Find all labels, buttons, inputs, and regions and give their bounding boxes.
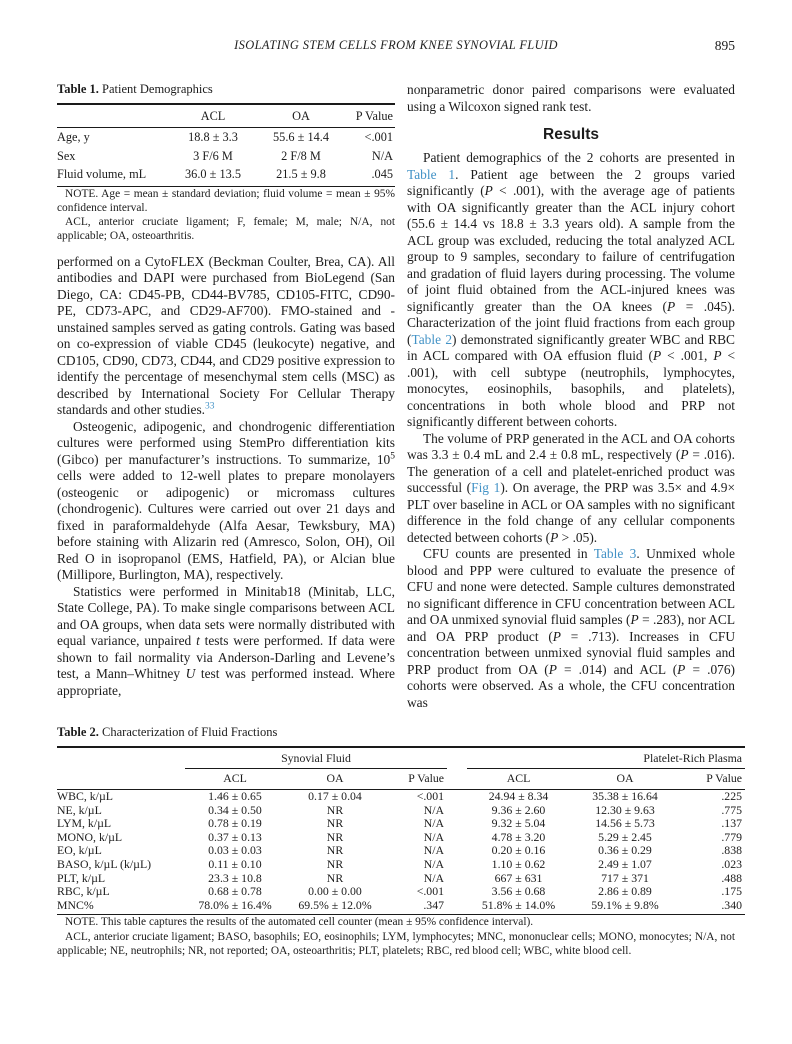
page-number: 895: [714, 38, 735, 53]
paragraph-methods-flow-cytometry: [57, 254, 395, 419]
table-2-stub-2: [57, 769, 185, 790]
table-cell: NR: [326, 802, 344, 817]
table-cell: LYM, k/µL: [57, 816, 112, 831]
table-cell: .137: [721, 816, 743, 831]
results-section-heading: Results: [543, 126, 599, 143]
table-cell: 21.5 ± 9.8: [257, 165, 345, 186]
table-cell: N/A: [423, 856, 445, 871]
table-cell: 78.0% ± 16.4%: [185, 899, 285, 915]
text-segment: ) demonstrated significantly greater WBC and RBC in ACL compared with OA effusion fluid (: [407, 331, 735, 363]
table-2-spacer: [447, 747, 467, 769]
table-spacer-cell: [447, 858, 467, 872]
table-row: [57, 885, 745, 899]
cross-reference-link[interactable]: Fig 1: [471, 480, 501, 495]
table-row: [57, 790, 745, 804]
table-cell: EO, k/µL: [57, 843, 102, 858]
table-cell: 0.34 ± 0.50: [208, 802, 262, 817]
table-cell: Fluid volume, mL: [57, 165, 169, 186]
table-cell: 0.78 ± 0.19: [208, 816, 262, 831]
table-cell: 35.38 ± 16.64: [592, 789, 658, 803]
paragraph-methods-differentiation: [57, 419, 395, 584]
table-cell: <.001: [364, 130, 393, 144]
text-segment: < .001), with the average age of patients with OA significantly greater than the ACL injury cohort (55.6 ± 14.4 vs 18.8 ± 3.3 years old). A sample from the ACL group was excluded, reducing the total analyzed ACL group to 9 samples, secondary to failure of centrifugation and gradation of fluid layers during processing. The volume of joint fluid obtained from the ACL-injured knees was significantly greater than the OA knees (: [407, 183, 735, 314]
paragraph-results-cfu-counts: [407, 546, 735, 711]
table-row: [57, 899, 745, 915]
table-2-title: Characterization of Fluid Fractions: [102, 725, 278, 739]
text-segment: Statistics were performed in Minitab18 (Minitab, LLC, State College, PA). To make single comparisons between ACL and OA groups, when data sets were normally distributed with equal variance, unpaired: [57, 583, 395, 649]
text-segment: P: [680, 447, 689, 462]
text-segment: U: [185, 666, 196, 682]
table-2-sf-acl: ACL: [185, 769, 285, 790]
paragraph-statistics-continued: nonparametric donor paired comparisons were evaluated using a Wilcoxon signed rank test.: [407, 82, 735, 114]
table-spacer-cell: [447, 844, 467, 858]
table-1-title: Patient Demographics: [102, 82, 213, 96]
cross-reference-link[interactable]: 33: [205, 401, 215, 412]
text-segment: Osteogenic, adipogenic, and chondrogenic differentiation cultures were performed using StemPro differentiation kits (Gibco) per manufacturer’s instructions. To summarize, 10: [57, 418, 395, 467]
table-cell: 55.6 ± 14.4: [273, 130, 329, 144]
table-row: [57, 804, 745, 818]
table-cell: 0.20 ± 0.16: [491, 843, 546, 858]
table-cell: 0.00 ± 0.00: [308, 884, 362, 899]
text-segment: Patient demographics of the 2 cohorts are presented in: [423, 150, 735, 165]
table-2-block: [57, 725, 743, 958]
table-cell: NE, k/µL: [57, 802, 102, 817]
table-row: [57, 858, 745, 872]
text-segment: = .045). Characterization of the joint fluid fractions from each group (: [407, 298, 735, 347]
table-2-prp-pvalue: P Value: [680, 769, 745, 790]
table-row: [57, 147, 395, 166]
table-row: [57, 831, 745, 845]
table-cell: .045: [345, 165, 395, 186]
table-1-header-row: [57, 104, 395, 128]
table-2-sf-pvalue: P Value: [385, 769, 447, 790]
table-cell: MNC%: [57, 899, 185, 915]
table-cell: .340: [680, 899, 745, 915]
table-cell: 24.94 ± 8.34: [488, 789, 549, 803]
table-spacer-cell: [447, 790, 467, 804]
text-segment: P: [552, 628, 561, 644]
text-segment: P: [630, 612, 639, 627]
table-cell: .779: [721, 829, 743, 844]
table-cell: 3 F/6 M: [193, 148, 233, 163]
text-segment: P: [713, 348, 722, 363]
text-segment: . Unmixed whole blood and PPP were cultured to evaluate the presence of CFU and none were detected. Sample cultures demonstrated no significant difference in CFU concentration between ACL and OA unmixed synovial fluid samples (: [407, 546, 736, 627]
table-cell: 69.5% ± 12.0%: [285, 899, 385, 915]
text-segment: = .283), nor ACL and OA PRP product (: [407, 612, 735, 644]
table-spacer-cell: [447, 872, 467, 886]
text-segment: P: [667, 298, 676, 314]
table-cell: N/A: [423, 816, 445, 831]
text-segment: = .076) cohorts were observed. As a whole, the CFU concentration was: [407, 661, 735, 710]
table-row: [57, 817, 745, 831]
table-cell: 1.46 ± 0.65: [208, 789, 262, 803]
table-cell: .775: [721, 802, 743, 817]
table-2-group-prp: Platelet-Rich Plasma: [467, 747, 745, 769]
table-cell: N/A: [423, 829, 445, 844]
table-2-caption: [57, 725, 735, 740]
table-cell: NR: [326, 856, 344, 871]
text-segment: P: [484, 183, 493, 198]
table-1-caption: [57, 82, 395, 97]
table-cell: 0.17 ± 0.04: [308, 789, 362, 803]
cross-reference-link[interactable]: Table 1: [407, 166, 456, 182]
text-segment: ). On average, the PRP was 3.5× and 4.9× PLT over baseline in ACL or OA samples with no significant difference in the fold change of any cellular components detected between cohorts (: [407, 480, 736, 545]
table-2-group-header-row: [57, 747, 745, 769]
table-cell: 5.29 ± 2.45: [598, 829, 652, 844]
left-column: [57, 82, 395, 711]
table-cell: .023: [721, 856, 743, 871]
table-cell: 36.0 ± 13.5: [169, 165, 257, 186]
cross-reference-link[interactable]: Table 3: [593, 546, 637, 561]
text-segment: cells were added to 12-well plates to prepare monolayers (osteogenic or adipogenic) or micromass cultures (chondrogenic). Cultures were carried out over 21 days and fixed in paraformaldehyde (Alfa Aesar, Tewksbury, MA) before staining with Alizarin red (Amresco, Solon, OH), Oil Red O in isopropanol (EMS, Hatfield, PA), or Alcian blue (Millipore, Burlington, MA), respectively.: [57, 468, 395, 583]
text-segment: < .001), with cell subtype (neutrophils, lymphocytes, monocytes, eosinophils, basophils, and platelets), concentrations in both whole blood and PRP not significantly different between cohorts.: [407, 348, 735, 429]
table-cell: 9.36 ± 2.60: [491, 802, 546, 817]
table-cell: N/A: [423, 843, 445, 858]
table-cell: N/A: [423, 870, 445, 885]
right-column: [407, 82, 735, 711]
table-cell: 59.1% ± 9.8%: [570, 899, 680, 915]
table-cell: WBC, k/µL: [57, 789, 113, 803]
table-1-label: Table 1.: [57, 82, 99, 96]
table-cell: 1.10 ± 0.62: [491, 856, 546, 871]
table-cell: 0.37 ± 0.13: [208, 829, 262, 844]
table-cell: 23.3 ± 10.8: [208, 870, 262, 885]
table-cell: N/A: [423, 802, 445, 817]
table-row: [57, 128, 395, 147]
table-1-note: NOTE. Age = mean ± standard deviation; fluid volume = mean ± 95% confidence interval.: [57, 187, 395, 214]
table-spacer-cell: [447, 804, 467, 818]
table-cell: <.001: [416, 789, 445, 803]
cross-reference-link[interactable]: Table 2: [411, 331, 453, 347]
paragraph-results-demographics: [407, 150, 735, 431]
table-cell: 18.8 ± 3.3: [188, 130, 238, 144]
table-1-stub-header: [57, 104, 169, 128]
table-cell: Age, y: [57, 130, 90, 144]
text-segment: = .713). Increases in CFU concentration between unmixed synovial fluid samples and PRP product from OA (: [407, 628, 735, 677]
two-column-body: [57, 82, 735, 711]
table-cell: BASO, k/µL (k/µL): [57, 856, 152, 871]
table-cell: .488: [721, 870, 743, 885]
table-cell: MONO, k/µL: [57, 829, 123, 844]
table-cell: 717 ± 371: [601, 870, 649, 885]
table-cell: .838: [721, 843, 743, 858]
table-2-spacer-2: [447, 769, 467, 790]
table-cell: 14.56 ± 5.73: [595, 816, 655, 831]
table-cell: RBC, k/µL: [57, 884, 110, 899]
table-1-col-acl: ACL: [169, 104, 257, 128]
text-segment: tests were performed. If data were shown to fail normality via Anderson-Darling and Levene’s test, a Mann–Whitney: [57, 633, 395, 682]
table-spacer-cell: [447, 831, 467, 845]
table-cell: 51.8% ± 14.0%: [467, 899, 570, 915]
table-cell: 0.11 ± 0.10: [208, 856, 262, 871]
table-spacer-cell: [447, 899, 467, 915]
table-2-stub: [57, 747, 185, 769]
table-cell: 2.86 ± 0.89: [598, 884, 652, 899]
table-cell: .175: [721, 884, 743, 899]
table-cell: .347: [385, 899, 447, 915]
table-row: [57, 844, 745, 858]
text-segment: CFU counts are presented in: [423, 546, 594, 561]
table-2-abbreviations: ACL, anterior cruciate ligament; BASO, basophils; EO, eosinophils; LYM, lymphocytes; MNC, mononuclear cells; MONO, monocytes; N/A, not applicable; NE, neutrophils; NR, not reported; OA, osteoarthritis; PLT, platelets; RBC, red blood cell; WBC, white blood cell.: [57, 930, 735, 957]
table-cell: N/A: [371, 148, 393, 163]
text-segment: < .001,: [661, 348, 714, 363]
table-cell: NR: [326, 843, 344, 858]
text-segment: . Patient age between the 2 groups varied significantly (: [407, 166, 735, 198]
text-segment: P: [548, 661, 557, 677]
table-cell: 9.32 ± 5.04: [491, 816, 546, 831]
table-1-abbreviations: ACL, anterior cruciate ligament; F, female; M, male; N/A, not applicable; OA, osteoarthritis.: [57, 216, 395, 243]
table-spacer-cell: [447, 885, 467, 899]
paragraph-methods-statistics: [57, 584, 395, 700]
text-segment: = .014) and ACL (: [556, 661, 678, 677]
table-2-prp-acl: ACL: [467, 769, 570, 790]
running-title: ISOLATING STEM CELLS FROM KNEE SYNOVIAL FLUID: [234, 38, 558, 52]
table-cell: <.001: [416, 884, 445, 899]
table-2-subheader-row: [57, 769, 745, 790]
table-2-sf-oa: OA: [285, 769, 385, 790]
table-cell: 4.78 ± 3.20: [491, 829, 546, 844]
table-row: [57, 165, 395, 186]
table-1-block: [57, 82, 395, 244]
table-spacer-cell: [447, 817, 467, 831]
text-segment: P: [550, 529, 559, 545]
text-segment: P: [677, 661, 686, 677]
table-cell: 0.36 ± 0.29: [598, 843, 652, 858]
text-segment: performed on a CytoFLEX (Beckman Coulter, Brea, CA). All antibodies and DAPI were purchased from BioLegend (San Diego, CA: CD45-PB, CD44-BV785, CD105-FITC, CD90-PE, CD73-APC, and CD29-AF700). FMO-stained and -unstained samples served as gating controls. Gating was based on co-expression of viable CD45 (leukocyte) negative, and CD105, CD90, CD73, CD44, and CD29 positive expression to identify the percentage of mesenchymal stem cells (MSC) as described by International Society For Cellular Therapy standards and other studies.: [57, 253, 395, 418]
table-2-prp-oa: OA: [570, 769, 680, 790]
running-head: [0, 38, 792, 56]
table-cell: NR: [326, 816, 344, 831]
paragraph-results-prp-volume: [407, 431, 735, 547]
text-segment: The volume of PRP generated in the ACL and OA cohorts was 3.3 ± 0.4 mL and 2.4 ± 0.8 mL, respectively (: [407, 430, 735, 462]
table-cell: 2 F/8 M: [281, 148, 321, 163]
table-cell: NR: [326, 870, 344, 885]
table-cell: .225: [721, 789, 743, 803]
table-1-col-pvalue: P Value: [345, 104, 395, 128]
table-row: [57, 872, 745, 886]
table-cell: 3.56 ± 0.68: [491, 884, 546, 899]
table-cell: 12.30 ± 9.63: [595, 802, 655, 817]
table-2: [57, 746, 745, 915]
text-segment: > .05).: [558, 529, 598, 545]
table-cell: PLT, k/µL: [57, 870, 106, 885]
table-cell: 0.68 ± 0.78: [208, 884, 262, 899]
text-segment: = .016). The generation of a cell and platelet-enriched product was successful (: [407, 447, 735, 495]
table-cell: NR: [326, 829, 344, 844]
table-1-col-oa: OA: [257, 104, 345, 128]
text-segment: test was performed instead. Where appropriate,: [57, 666, 396, 698]
text-segment: P: [653, 348, 662, 363]
table-1: [57, 103, 395, 187]
table-2-group-synovial-fluid: Synovial Fluid: [185, 747, 447, 769]
table-cell: 667 ± 631: [494, 870, 543, 885]
text-segment: t: [196, 633, 200, 649]
table-2-label: Table 2.: [57, 725, 99, 739]
table-cell: 0.03 ± 0.03: [208, 843, 262, 858]
text-segment: 5: [390, 451, 395, 462]
table-cell: Sex: [57, 148, 76, 163]
table-2-note: NOTE. This table captures the results of the automated cell counter (mean ± 95% confidence interval).: [65, 916, 534, 929]
table-cell: 2.49 ± 1.07: [598, 856, 652, 871]
